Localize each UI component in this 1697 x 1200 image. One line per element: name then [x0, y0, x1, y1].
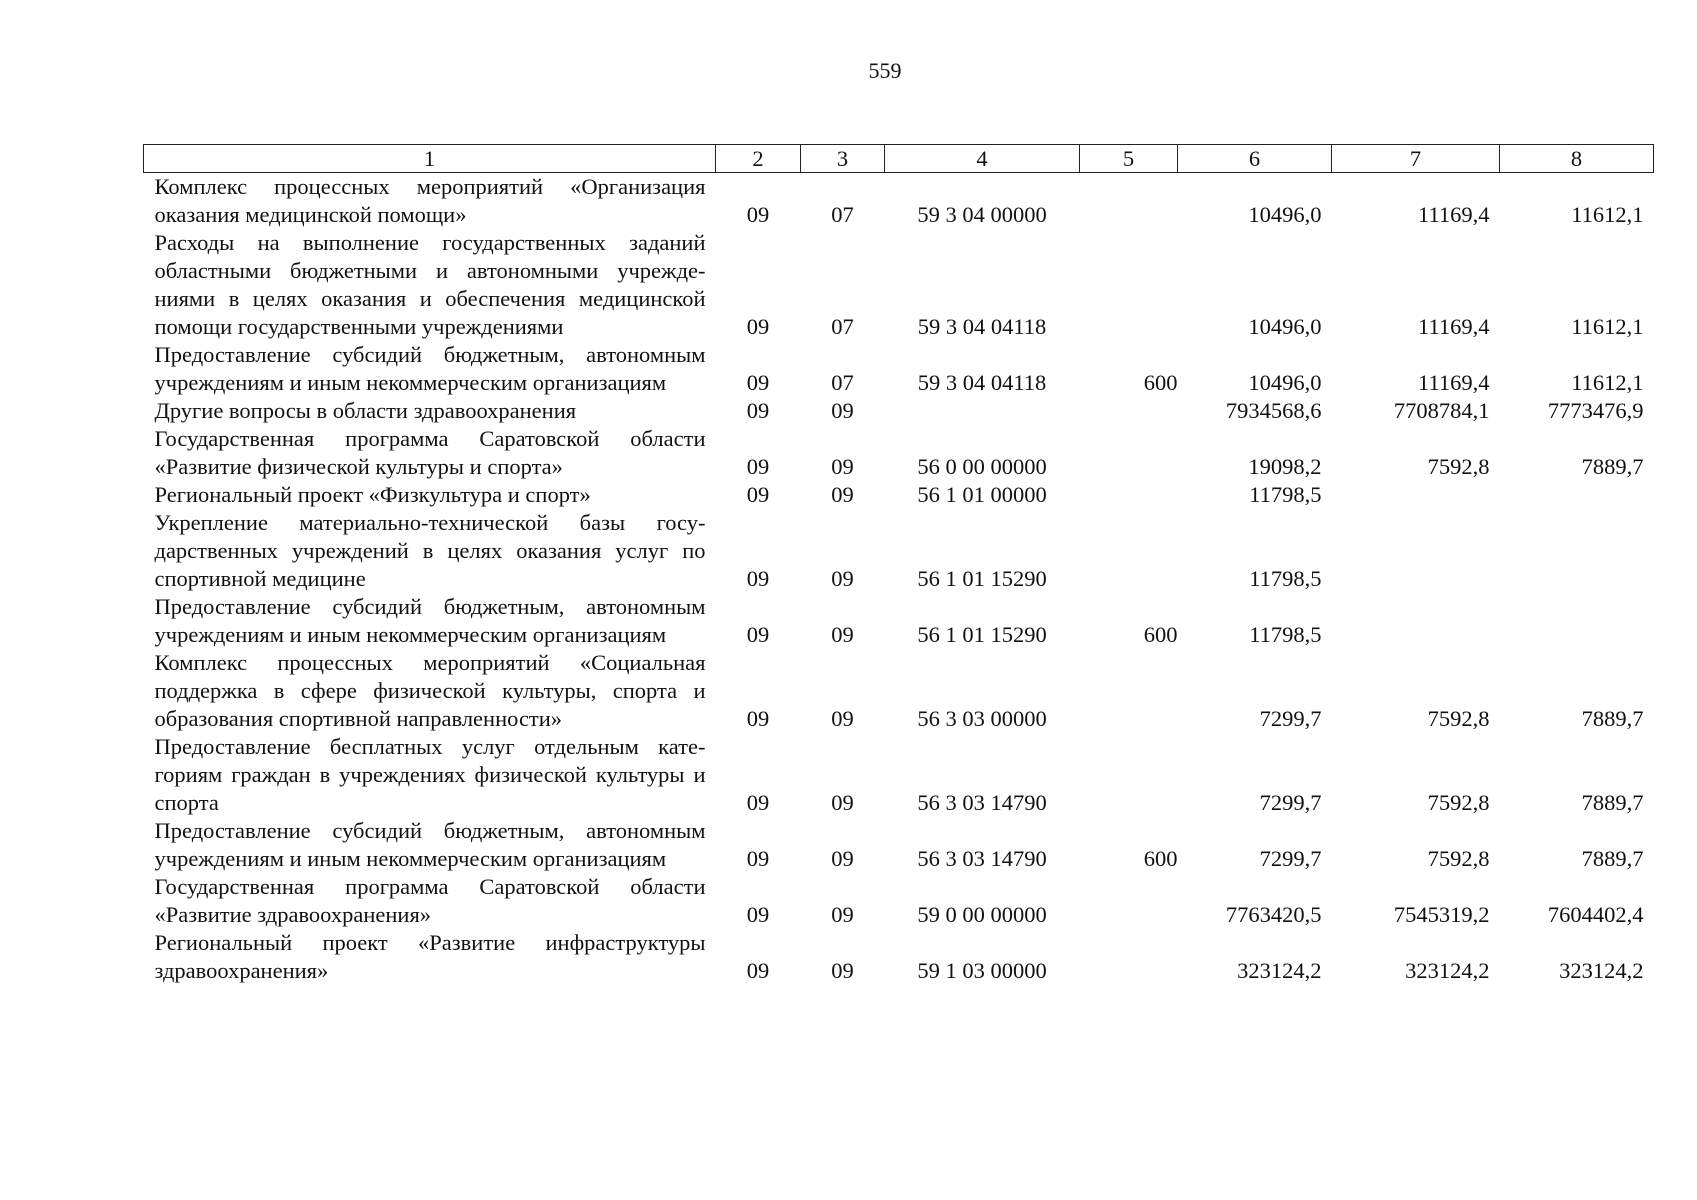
amount-col6-cell: 11798,5 — [1249, 622, 1322, 647]
subsection-code-cell: 09 — [831, 454, 854, 479]
table-row — [144, 649, 1654, 733]
amount-col8-cell: 7773476,9 — [1547, 398, 1644, 423]
subsection-code-cell: 07 — [831, 370, 854, 395]
column-header: 2 — [716, 145, 801, 173]
expense-type-cell — [1080, 397, 1178, 425]
amount-col7-cell: 7592,8 — [1427, 846, 1490, 871]
target-article-cell: 56 1 01 15290 — [917, 622, 1047, 647]
amount-col8-cell: 11612,1 — [1571, 202, 1644, 227]
target-article-cell: 59 3 04 00000 — [917, 202, 1047, 227]
amount-col6-cell: 7299,7 — [1259, 790, 1322, 815]
expense-name-cell: Региональный проект «Физкультура и спорт» — [154, 482, 591, 507]
target-article-cell: 59 3 04 04118 — [917, 370, 1047, 395]
amount-col7-cell: 7545319,2 — [1393, 902, 1490, 927]
target-article-cell: 56 1 01 00000 — [917, 482, 1047, 507]
section-code-cell: 09 — [746, 846, 770, 871]
amount-col7-cell — [1332, 481, 1500, 509]
target-article-cell — [885, 397, 1080, 425]
expense-name-cell: Комплекс процессных мероприятий «Социальная поддержка в сфере физической культуры, спорта и образования спортивной направленности» — [154, 650, 706, 731]
table-header-row — [144, 145, 1654, 173]
section-code-cell: 09 — [746, 202, 770, 227]
column-header: 7 — [1332, 145, 1500, 173]
page-number: 559 — [868, 58, 902, 83]
expense-name-cell: Укрепление материально-технической базы государственных учреждений в целях оказания услуг по спортивной медицине — [154, 510, 706, 591]
expense-type-cell — [1080, 481, 1178, 509]
expense-type-cell: 600 — [1143, 622, 1178, 647]
section-code-cell: 09 — [746, 706, 770, 731]
amount-col7-cell — [1332, 593, 1500, 649]
expense-type-cell — [1080, 649, 1178, 733]
section-code-cell: 09 — [746, 370, 770, 395]
expense-type-cell — [1080, 425, 1178, 481]
target-article-cell: 59 1 03 00000 — [917, 958, 1047, 983]
amount-col7-cell: 7592,8 — [1427, 790, 1490, 815]
expense-name-cell: Расходы на выполнение государственных заданий областными бюджетными и автономными учреждениями в целях оказания и обеспечения медицинской помощи государственными учреждениями — [154, 230, 706, 339]
subsection-code-cell: 09 — [831, 846, 854, 871]
expense-type-cell: 600 — [1143, 846, 1178, 871]
amount-col6-cell: 10496,0 — [1248, 202, 1322, 227]
expense-type-cell — [1080, 873, 1178, 929]
target-article-cell: 56 1 01 15290 — [917, 566, 1047, 591]
amount-col6-cell: 323124,2 — [1237, 958, 1322, 983]
subsection-code-cell: 09 — [831, 902, 854, 927]
table-row — [144, 341, 1654, 397]
section-code-cell: 09 — [746, 454, 770, 479]
expense-type-cell — [1080, 173, 1178, 230]
target-article-cell: 56 3 03 14790 — [917, 790, 1047, 815]
section-code-cell: 09 — [746, 398, 770, 423]
table-row — [144, 817, 1654, 873]
target-article-cell: 59 3 04 04118 — [917, 314, 1047, 339]
amount-col6-cell: 11798,5 — [1249, 482, 1322, 507]
subsection-code-cell: 07 — [831, 314, 854, 339]
expense-type-cell — [1080, 229, 1178, 341]
target-article-cell: 59 0 00 00000 — [917, 902, 1047, 927]
table-row — [144, 397, 1654, 425]
amount-col6-cell: 10496,0 — [1248, 314, 1322, 339]
section-code-cell: 09 — [746, 902, 770, 927]
amount-col8-cell — [1500, 509, 1654, 593]
expense-type-cell — [1080, 929, 1178, 985]
amount-col7-cell: 323124,2 — [1405, 958, 1490, 983]
section-code-cell: 09 — [746, 566, 770, 591]
section-code-cell: 09 — [746, 482, 770, 507]
expense-name-cell: Государственная программа Саратовской области «Развитие здравоохранения» — [154, 874, 706, 927]
amount-col7-cell — [1332, 509, 1500, 593]
expense-name-cell: Комплекс процессных мероприятий «Организация оказания медицинской помощи» — [154, 174, 706, 227]
column-header: 6 — [1178, 145, 1332, 173]
section-code-cell: 09 — [746, 622, 770, 647]
expense-type-cell — [1080, 733, 1178, 817]
expense-name-cell: Другие вопросы в области здравоохранения — [154, 398, 577, 423]
expense-name-cell: Предоставление бесплатных услуг отдельным категориям граждан в учреждениях физической культуры и спорта — [154, 734, 706, 815]
amount-col6-cell: 10496,0 — [1248, 370, 1322, 395]
column-header: 4 — [885, 145, 1080, 173]
amount-col7-cell: 11169,4 — [1418, 314, 1490, 339]
amount-col7-cell: 11169,4 — [1418, 370, 1490, 395]
amount-col6-cell: 11798,5 — [1249, 566, 1322, 591]
amount-col8-cell: 7889,7 — [1581, 846, 1644, 871]
amount-col8-cell: 11612,1 — [1571, 314, 1644, 339]
amount-col8-cell: 7889,7 — [1581, 454, 1644, 479]
expense-name-cell: Региональный проект «Развитие инфраструктуры здравоохранения» — [154, 930, 706, 983]
target-article-cell: 56 0 00 00000 — [917, 454, 1047, 479]
table-body — [144, 173, 1654, 986]
column-header: 1 — [144, 145, 716, 173]
table-row — [144, 509, 1654, 593]
amount-col6-cell: 7763420,5 — [1225, 902, 1322, 927]
amount-col6-cell: 7299,7 — [1259, 846, 1322, 871]
table-row — [144, 481, 1654, 509]
table-row — [144, 929, 1654, 985]
amount-col7-cell: 7708784,1 — [1393, 398, 1490, 423]
subsection-code-cell: 07 — [831, 202, 854, 227]
table-row — [144, 229, 1654, 341]
amount-col7-cell: 11169,4 — [1418, 202, 1490, 227]
table-row — [144, 173, 1654, 230]
amount-col8-cell: 7604402,4 — [1547, 902, 1644, 927]
amount-col7-cell: 7592,8 — [1427, 706, 1490, 731]
expense-name-cell: Государственная программа Саратовской области «Развитие физической культуры и спорта» — [154, 426, 706, 479]
table-row — [144, 873, 1654, 929]
column-header: 3 — [801, 145, 885, 173]
subsection-code-cell: 09 — [831, 790, 854, 815]
section-code-cell: 09 — [746, 314, 770, 339]
amount-col8-cell — [1500, 481, 1654, 509]
subsection-code-cell: 09 — [831, 482, 854, 507]
expense-name-cell: Предоставление субсидий бюджетным, автономным учреждениям и иным некоммерческим организациям — [154, 818, 706, 871]
amount-col8-cell — [1500, 593, 1654, 649]
subsection-code-cell: 09 — [831, 566, 854, 591]
subsection-code-cell: 09 — [831, 706, 854, 731]
amount-col8-cell: 7889,7 — [1581, 790, 1644, 815]
column-header: 5 — [1080, 145, 1178, 173]
expense-type-cell — [1080, 509, 1178, 593]
amount-col6-cell: 7934568,6 — [1225, 398, 1322, 423]
subsection-code-cell: 09 — [831, 958, 854, 983]
target-article-cell: 56 3 03 14790 — [917, 846, 1047, 871]
expense-type-cell: 600 — [1143, 370, 1178, 395]
budget-table — [143, 144, 1654, 985]
amount-col8-cell: 11612,1 — [1571, 370, 1644, 395]
target-article-cell: 56 3 03 00000 — [917, 706, 1047, 731]
section-code-cell: 09 — [746, 790, 770, 815]
amount-col6-cell: 19098,2 — [1248, 454, 1322, 479]
subsection-code-cell: 09 — [831, 398, 854, 423]
table-row — [144, 593, 1654, 649]
table-row — [144, 425, 1654, 481]
amount-col8-cell: 323124,2 — [1559, 958, 1644, 983]
amount-col7-cell: 7592,8 — [1427, 454, 1490, 479]
subsection-code-cell: 09 — [831, 622, 854, 647]
expense-name-cell: Предоставление субсидий бюджетным, автономным учреждениям и иным некоммерческим организациям — [154, 594, 706, 647]
column-header: 8 — [1500, 145, 1654, 173]
section-code-cell: 09 — [746, 958, 770, 983]
table-row — [144, 733, 1654, 817]
amount-col8-cell: 7889,7 — [1581, 706, 1644, 731]
amount-col6-cell: 7299,7 — [1259, 706, 1322, 731]
expense-name-cell: Предоставление субсидий бюджетным, автономным учреждениям и иным некоммерческим организациям — [154, 342, 706, 395]
